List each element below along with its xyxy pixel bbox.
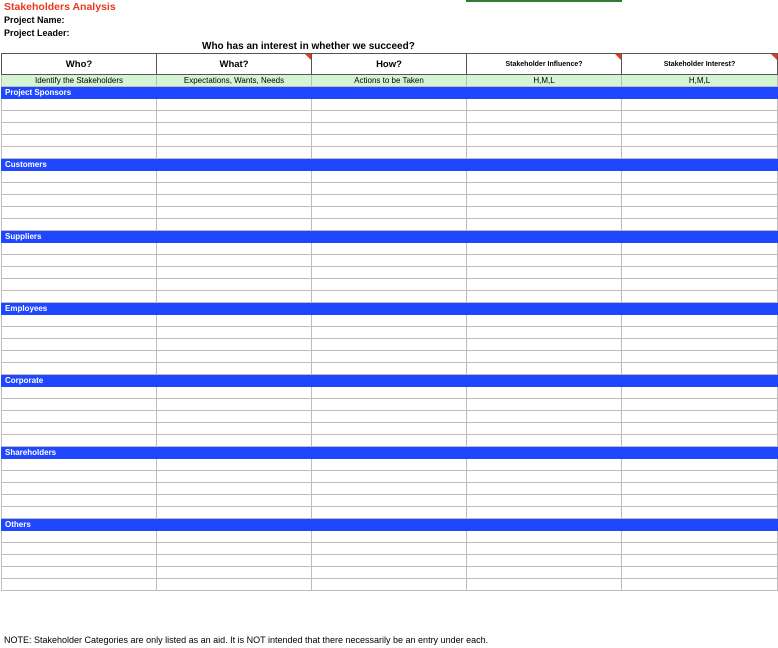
table-cell[interactable]: [467, 399, 622, 411]
table-row: [2, 255, 778, 267]
table-cell[interactable]: [467, 291, 622, 303]
table-cell[interactable]: [2, 543, 157, 555]
table-cell[interactable]: [467, 471, 622, 483]
table-cell[interactable]: [157, 351, 312, 363]
table-cell[interactable]: [622, 327, 778, 339]
question-heading: Who has an interest in whether we succeed?: [202, 41, 415, 52]
table-cell[interactable]: [467, 555, 622, 567]
table-cell[interactable]: [157, 567, 312, 579]
table-cell[interactable]: [312, 543, 467, 555]
table-row: [2, 339, 778, 351]
table-cell[interactable]: [622, 567, 778, 579]
table-cell[interactable]: [157, 207, 312, 219]
table-cell[interactable]: [467, 267, 622, 279]
table-cell[interactable]: [312, 219, 467, 231]
table-cell[interactable]: [157, 315, 312, 327]
section-row: [2, 231, 778, 243]
table-row: [2, 411, 778, 423]
table-row: [2, 243, 778, 255]
section-row: [2, 303, 778, 315]
table-row: [2, 171, 778, 183]
table-cell[interactable]: [467, 315, 622, 327]
table-cell[interactable]: [622, 207, 778, 219]
section-row: [2, 375, 778, 387]
header-interest-label: Stakeholder Interest?: [663, 60, 736, 68]
header-who[interactable]: [2, 54, 157, 75]
table-row: [2, 435, 778, 447]
sub-interest[interactable]: H,M,L: [622, 75, 778, 87]
table-cell[interactable]: [467, 387, 622, 399]
table-cell[interactable]: [312, 291, 467, 303]
table-cell[interactable]: [312, 279, 467, 291]
header-what[interactable]: [157, 54, 312, 75]
table-cell[interactable]: [2, 255, 157, 267]
table-cell[interactable]: [622, 279, 778, 291]
table-cell[interactable]: [2, 459, 157, 471]
table-cell[interactable]: [312, 579, 467, 591]
table-cell[interactable]: [312, 111, 467, 123]
table-row: [2, 99, 778, 111]
table-cell[interactable]: [467, 195, 622, 207]
table-cell[interactable]: [622, 363, 778, 375]
table-row: [2, 135, 778, 147]
table-cell[interactable]: [622, 483, 778, 495]
table-cell[interactable]: [622, 543, 778, 555]
table-cell[interactable]: [157, 579, 312, 591]
table-cell[interactable]: [157, 171, 312, 183]
table-cell[interactable]: [312, 411, 467, 423]
table-row: [2, 147, 778, 159]
table-cell[interactable]: [312, 423, 467, 435]
table-cell[interactable]: [2, 579, 157, 591]
header-how-label: How?: [376, 58, 402, 70]
table-cell[interactable]: [2, 243, 157, 255]
table-cell[interactable]: [622, 315, 778, 327]
section-header[interactable]: Project Sponsors: [2, 87, 778, 99]
table-row: [2, 279, 778, 291]
table-row: [2, 423, 778, 435]
table-row: [2, 483, 778, 495]
table-cell[interactable]: [622, 111, 778, 123]
table-cell[interactable]: [312, 495, 467, 507]
table-cell[interactable]: [622, 255, 778, 267]
table-cell[interactable]: [157, 531, 312, 543]
sub-who[interactable]: Identify the Stakeholders: [2, 75, 157, 87]
table-cell[interactable]: [157, 183, 312, 195]
table-cell[interactable]: [2, 123, 157, 135]
table-cell[interactable]: [622, 507, 778, 519]
table-cell[interactable]: [467, 483, 622, 495]
table-cell[interactable]: [622, 219, 778, 231]
table-row: [2, 495, 778, 507]
table-cell[interactable]: [622, 339, 778, 351]
table-cell[interactable]: [622, 531, 778, 543]
table-cell[interactable]: [2, 315, 157, 327]
table-cell[interactable]: [467, 99, 622, 111]
header-who-label: Who?: [65, 58, 93, 70]
table-cell[interactable]: [467, 255, 622, 267]
table-cell[interactable]: [157, 123, 312, 135]
table-cell[interactable]: [312, 555, 467, 567]
table-cell[interactable]: [622, 411, 778, 423]
table-cell[interactable]: [312, 315, 467, 327]
table-row: [2, 315, 778, 327]
sub-influence[interactable]: H,M,L: [467, 75, 622, 87]
table-cell[interactable]: [467, 459, 622, 471]
table-cell[interactable]: [622, 387, 778, 399]
table-row: [2, 471, 778, 483]
table-cell[interactable]: [467, 411, 622, 423]
table-cell[interactable]: [467, 363, 622, 375]
header-influence-label: Stakeholder Influence?: [505, 60, 583, 68]
stakeholder-table: [1, 53, 778, 591]
table-cell[interactable]: [467, 207, 622, 219]
section-row: [2, 159, 778, 171]
table-row: [2, 579, 778, 591]
table-cell[interactable]: [312, 99, 467, 111]
table-cell[interactable]: [312, 351, 467, 363]
table-cell[interactable]: [467, 183, 622, 195]
section-row: [2, 87, 778, 99]
table-cell[interactable]: [157, 555, 312, 567]
table-row: [2, 459, 778, 471]
table-cell[interactable]: [2, 135, 157, 147]
comment-indicator-icon[interactable]: [305, 54, 311, 60]
project-name-label: Project Name:: [4, 15, 65, 25]
table-cell[interactable]: [467, 327, 622, 339]
table-cell[interactable]: [622, 351, 778, 363]
table-cell[interactable]: [157, 279, 312, 291]
table-row: [2, 351, 778, 363]
comment-indicator-icon[interactable]: [771, 54, 777, 60]
table-cell[interactable]: [622, 471, 778, 483]
table-cell[interactable]: [157, 243, 312, 255]
table-cell[interactable]: [467, 495, 622, 507]
table-cell[interactable]: [2, 147, 157, 159]
table-cell[interactable]: [467, 423, 622, 435]
table-cell[interactable]: [157, 363, 312, 375]
table-cell[interactable]: [312, 135, 467, 147]
table-cell[interactable]: [467, 507, 622, 519]
table-row: [2, 111, 778, 123]
table-row: [2, 567, 778, 579]
table-cell[interactable]: [2, 567, 157, 579]
table-cell[interactable]: [2, 507, 157, 519]
table-cell[interactable]: [467, 339, 622, 351]
table-cell[interactable]: [2, 267, 157, 279]
table-cell[interactable]: [622, 171, 778, 183]
sub-how[interactable]: Actions to be Taken: [312, 75, 467, 87]
table-cell[interactable]: [312, 567, 467, 579]
section-header[interactable]: Employees: [2, 303, 778, 315]
header-how[interactable]: [312, 54, 467, 75]
table-cell[interactable]: [622, 291, 778, 303]
table-row: [2, 183, 778, 195]
table-cell[interactable]: [157, 507, 312, 519]
table-row: [2, 555, 778, 567]
table-cell[interactable]: [622, 183, 778, 195]
table-cell[interactable]: [622, 267, 778, 279]
table-cell[interactable]: [467, 351, 622, 363]
table-cell[interactable]: [157, 459, 312, 471]
table-cell[interactable]: [2, 399, 157, 411]
table-row: [2, 267, 778, 279]
subheader-row: [2, 75, 778, 87]
table-cell[interactable]: [2, 279, 157, 291]
table-cell[interactable]: [622, 435, 778, 447]
table-cell[interactable]: [157, 423, 312, 435]
table-cell[interactable]: [157, 387, 312, 399]
table-row: [2, 543, 778, 555]
table-row: [2, 531, 778, 543]
table-row: [2, 507, 778, 519]
table-row: [2, 291, 778, 303]
table-cell[interactable]: [2, 327, 157, 339]
table-cell[interactable]: [312, 183, 467, 195]
table-row: [2, 219, 778, 231]
section-header[interactable]: Shareholders: [2, 447, 778, 459]
table-cell[interactable]: [312, 207, 467, 219]
table-cell[interactable]: [467, 543, 622, 555]
table-cell[interactable]: [2, 495, 157, 507]
table-cell[interactable]: [2, 363, 157, 375]
table-cell[interactable]: [2, 351, 157, 363]
header-influence[interactable]: [467, 54, 622, 75]
table-cell[interactable]: [467, 135, 622, 147]
header-interest[interactable]: [622, 54, 778, 75]
table-cell[interactable]: [2, 423, 157, 435]
sheet-title: Stakeholders Analysis: [4, 1, 116, 13]
table-cell[interactable]: [157, 483, 312, 495]
table-cell[interactable]: [2, 219, 157, 231]
table-cell[interactable]: [312, 339, 467, 351]
comment-indicator-icon[interactable]: [615, 54, 621, 60]
table-cell[interactable]: [157, 411, 312, 423]
table-cell[interactable]: [467, 567, 622, 579]
table-row: [2, 399, 778, 411]
table-cell[interactable]: [2, 111, 157, 123]
table-cell[interactable]: [467, 123, 622, 135]
section-header[interactable]: Others: [2, 519, 778, 531]
section-row: [2, 447, 778, 459]
table-cell[interactable]: [2, 435, 157, 447]
table-cell[interactable]: [312, 471, 467, 483]
table-cell[interactable]: [2, 483, 157, 495]
table-cell[interactable]: [2, 195, 157, 207]
table-cell[interactable]: [467, 219, 622, 231]
table-cell[interactable]: [157, 471, 312, 483]
table-cell[interactable]: [467, 531, 622, 543]
table-cell[interactable]: [622, 147, 778, 159]
section-header[interactable]: Corporate: [2, 375, 778, 387]
table-cell[interactable]: [312, 483, 467, 495]
table-cell[interactable]: [312, 195, 467, 207]
table-cell[interactable]: [312, 255, 467, 267]
table-cell[interactable]: [622, 135, 778, 147]
table-cell[interactable]: [312, 267, 467, 279]
table-cell[interactable]: [467, 579, 622, 591]
table-cell[interactable]: [157, 135, 312, 147]
footer-note: NOTE: Stakeholder Categories are only listed as an aid. It is NOT intended that there necessarily be an entry under each.: [4, 635, 489, 645]
table-cell[interactable]: [622, 555, 778, 567]
table-cell[interactable]: [622, 399, 778, 411]
section-header[interactable]: Customers: [2, 159, 778, 171]
table-cell[interactable]: [157, 147, 312, 159]
table-cell[interactable]: [312, 387, 467, 399]
table-cell[interactable]: [467, 147, 622, 159]
section-row: [2, 519, 778, 531]
header-row: [2, 54, 778, 75]
table-cell[interactable]: [467, 111, 622, 123]
table-cell[interactable]: [157, 99, 312, 111]
table-cell[interactable]: [312, 243, 467, 255]
table-cell[interactable]: [622, 123, 778, 135]
table-cell[interactable]: [157, 195, 312, 207]
table-cell[interactable]: [2, 471, 157, 483]
table-cell[interactable]: [467, 171, 622, 183]
section-header[interactable]: Suppliers: [2, 231, 778, 243]
table-cell[interactable]: [312, 363, 467, 375]
table-cell[interactable]: [157, 399, 312, 411]
sub-what[interactable]: Expectations, Wants, Needs: [157, 75, 312, 87]
table-cell[interactable]: [2, 99, 157, 111]
table-cell[interactable]: [622, 99, 778, 111]
table-cell[interactable]: [622, 495, 778, 507]
table-cell[interactable]: [157, 495, 312, 507]
project-leader-label: Project Leader:: [4, 28, 70, 38]
table-cell[interactable]: [622, 243, 778, 255]
table-cell[interactable]: [312, 531, 467, 543]
table-row: [2, 327, 778, 339]
table-cell[interactable]: [2, 555, 157, 567]
table-cell[interactable]: [312, 459, 467, 471]
table-cell[interactable]: [2, 339, 157, 351]
table-cell[interactable]: [312, 123, 467, 135]
table-cell[interactable]: [2, 171, 157, 183]
table-cell[interactable]: [2, 291, 157, 303]
table-cell[interactable]: [2, 183, 157, 195]
table-cell[interactable]: [157, 327, 312, 339]
table-row: [2, 387, 778, 399]
table-cell[interactable]: [157, 255, 312, 267]
table-cell[interactable]: [157, 291, 312, 303]
table-row: [2, 195, 778, 207]
table-cell[interactable]: [157, 219, 312, 231]
selection-indicator: [466, 0, 622, 2]
table-cell[interactable]: [2, 387, 157, 399]
table-cell[interactable]: [312, 507, 467, 519]
table-row: [2, 363, 778, 375]
table-cell[interactable]: [622, 195, 778, 207]
table-cell[interactable]: [622, 423, 778, 435]
table-row: [2, 123, 778, 135]
table-cell[interactable]: [622, 579, 778, 591]
table-row: [2, 207, 778, 219]
table-cell[interactable]: [467, 243, 622, 255]
table-cell[interactable]: [312, 399, 467, 411]
table-cell[interactable]: [467, 435, 622, 447]
table-cell[interactable]: [157, 435, 312, 447]
table-cell[interactable]: [2, 411, 157, 423]
table-cell[interactable]: [157, 339, 312, 351]
table-cell[interactable]: [312, 147, 467, 159]
table-cell[interactable]: [312, 435, 467, 447]
table-cell[interactable]: [312, 171, 467, 183]
header-what-label: What?: [219, 58, 249, 70]
table-cell[interactable]: [157, 111, 312, 123]
table-cell[interactable]: [157, 267, 312, 279]
table-cell[interactable]: [622, 459, 778, 471]
table-cell[interactable]: [312, 327, 467, 339]
table-cell[interactable]: [157, 543, 312, 555]
table-cell[interactable]: [467, 279, 622, 291]
table-cell[interactable]: [2, 531, 157, 543]
table-cell[interactable]: [2, 207, 157, 219]
